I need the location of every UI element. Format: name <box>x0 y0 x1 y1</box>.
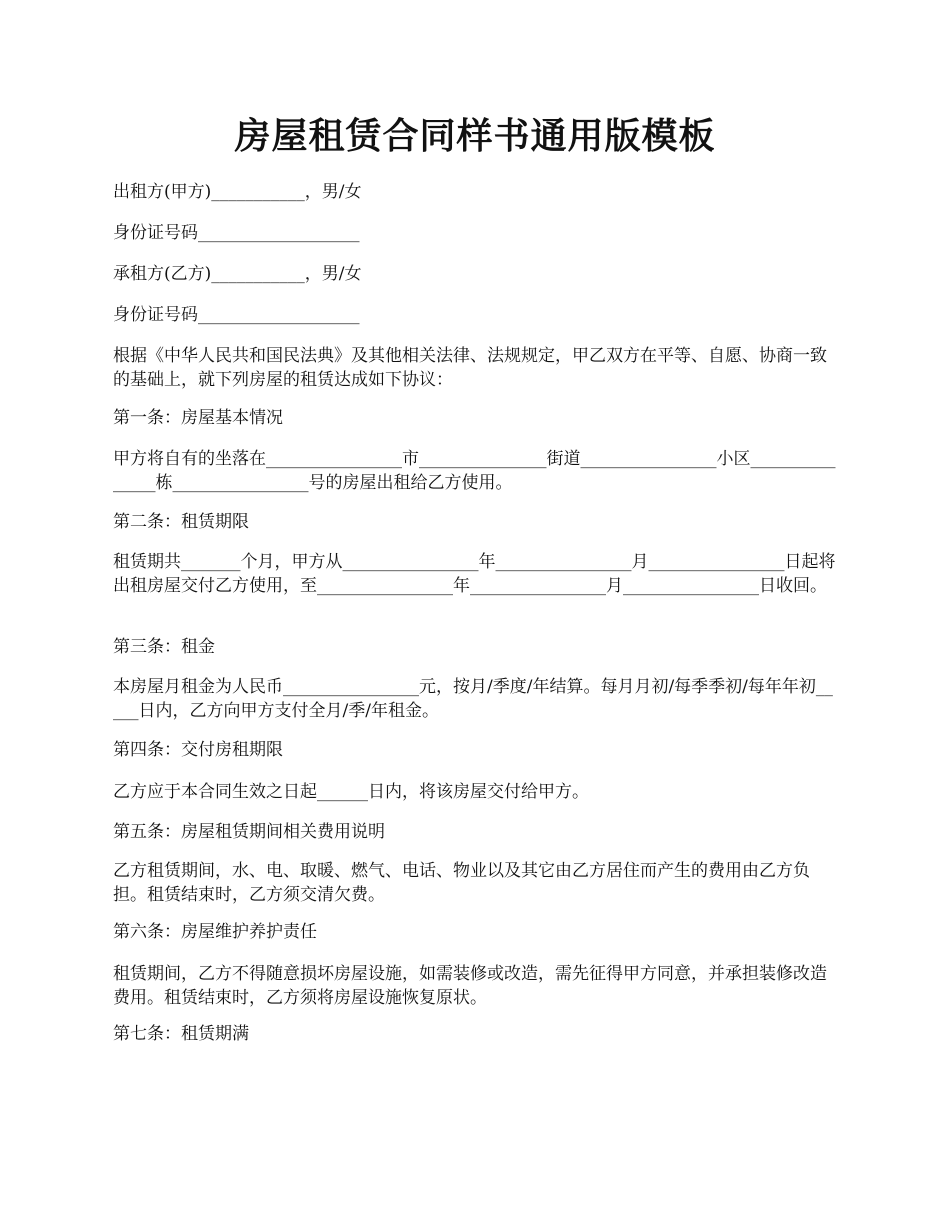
document-title: 房屋租赁合同样书通用版模板 <box>234 115 716 157</box>
article-7-heading: 第七条：租赁期满 <box>113 1024 249 1044</box>
article-5-heading: 第五条：房屋租赁期间相关费用说明 <box>113 822 385 842</box>
article-3-heading: 第三条：租金 <box>113 637 215 657</box>
article-2-heading: 第二条：租赁期限 <box>113 512 249 532</box>
article-4-body: 乙方应于本合同生效之日起______日内，将该房屋交付给甲方。 <box>113 782 589 802</box>
article-5-body: 乙方租赁期间，水、电、取暖、燃气、电话、物业以及其它由乙方居住而产生的费用由乙方负担。租赁结束时，乙方须交清欠费。 <box>113 861 810 905</box>
article-6-heading: 第六条：房屋维护养护责任 <box>113 922 317 942</box>
article-3-body: 本房屋月租金为人民币________________元，按月/季度/年结算。每月月初/每季季初/每年年初_____日内，乙方向甲方支付全月/季/年租金。 <box>113 677 833 721</box>
lessee-id-line: 身份证号码___________________ <box>113 305 360 325</box>
lessee-line: 承租方(乙方)___________，男/女 <box>113 264 362 284</box>
lessor-id-line: 身份证号码___________________ <box>113 223 360 243</box>
article-1-heading: 第一条：房屋基本情况 <box>113 408 283 428</box>
preamble-paragraph: 根据《中华人民共和国民法典》及其他相关法律、法规规定，甲乙双方在平等、自愿、协商一致的基础上，就下列房屋的租赁达成如下协议： <box>113 346 827 390</box>
article-1-body: 甲方将自有的坐落在________________市_______________街道________________小区_______________栋________________号的房屋出租给乙方使用。 <box>113 449 836 493</box>
article-6-body: 租赁期间，乙方不得随意损坏房屋设施，如需装修或改造，需先征得甲方同意，并承担装修改造费用。租赁结束时，乙方须将房屋设施恢复原状。 <box>113 964 827 1008</box>
article-2-body: 租赁期共_______个月，甲方从________________年________________月________________日起将出租房屋交付乙方使用，至________________年________________月________________日收回。 <box>113 552 836 596</box>
lessor-line: 出租方(甲方)___________，男/女 <box>113 182 362 202</box>
article-4-heading: 第四条：交付房租期限 <box>113 740 283 760</box>
